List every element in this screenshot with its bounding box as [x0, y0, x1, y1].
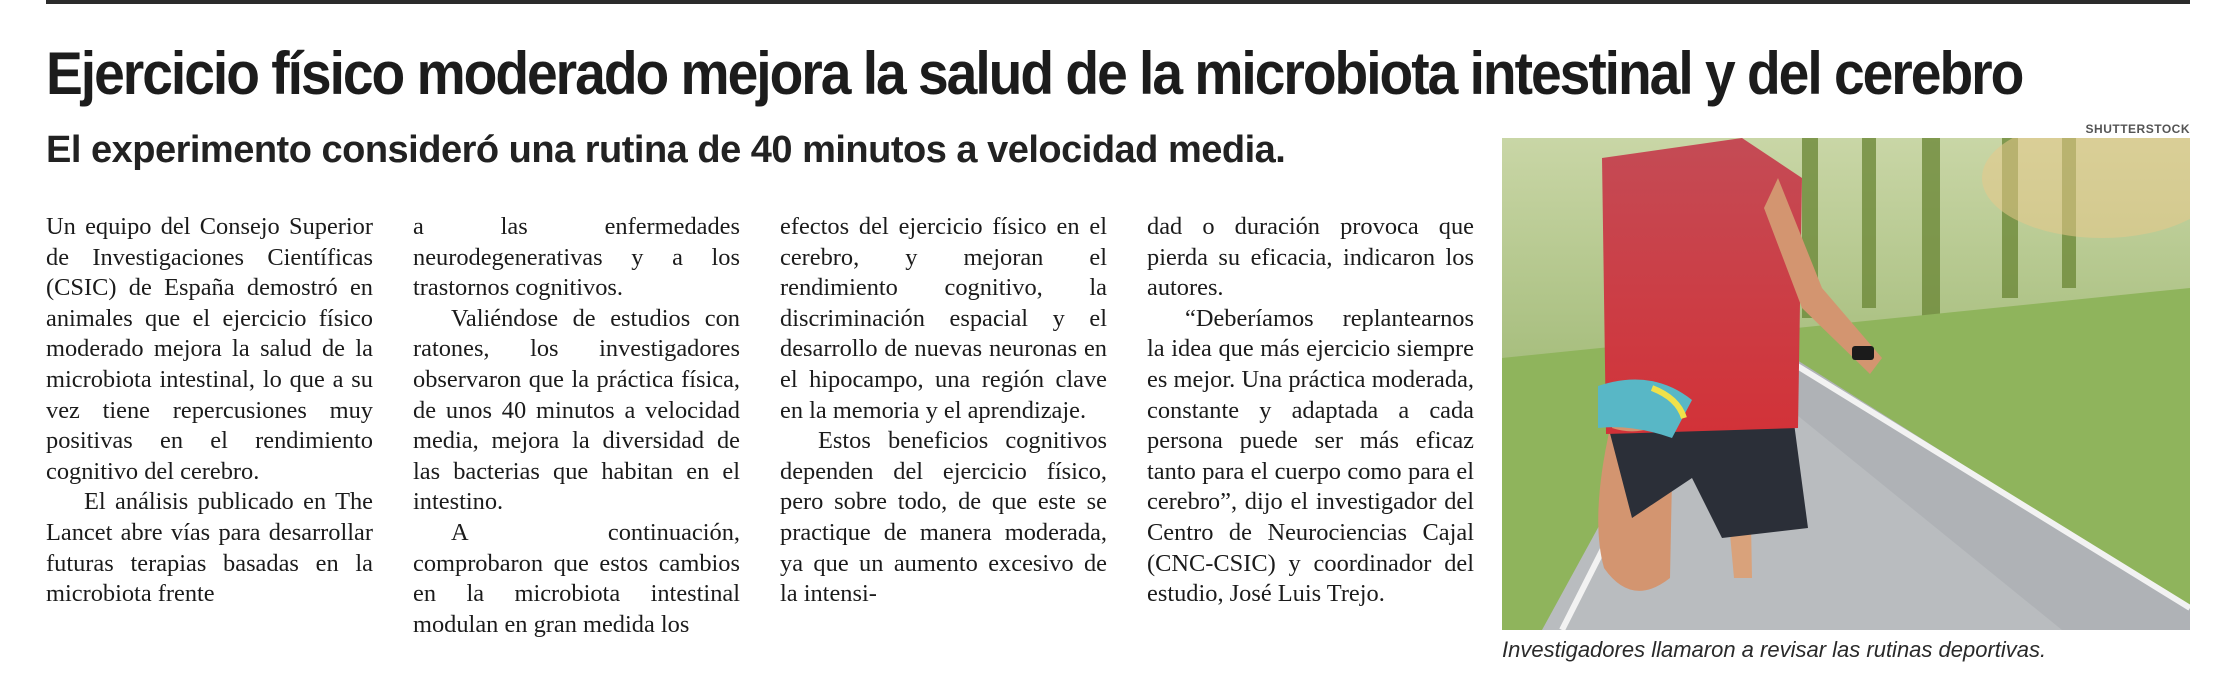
subheadline: El experimento consideró una rutina de 40 minutos a velocidad media.	[46, 129, 1286, 171]
headline: Ejercicio físico moderado mejora la salud de la microbiota intestinal y del cerebro	[46, 40, 2023, 107]
paragraph: “Deberíamos replantearnos la idea que más ejercicio siempre es mejor. Una práctica moderada, constante y adaptada a cada persona puede ser más eficaz tanto para el cuerpo como para el cerebro”, dijo el investigador del Centro de Neurociencias Cajal (CNC-CSIC) y coordinador del estudio, José Luis Trejo.	[1147, 304, 1474, 608]
paragraph: Estos beneficios cognitivos dependen del ejercicio físico, pero sobre todo, de que este se practique de manera moderada, ya que un aumento excesivo de la intensi-	[780, 427, 1107, 608]
paragraph: dad o duración provoca que pierda su eficacia, indicaron los autores.	[1147, 213, 1474, 302]
paragraph: efectos del ejercicio físico en el cerebro, y mejoran el rendimiento cognitivo, la discriminación espacial y el desarrollo de nuevas neuronas en el hipocampo, una región clave en la memoria y el aprendizaje.	[780, 213, 1107, 424]
column-1	[46, 212, 373, 680]
top-rule	[46, 0, 2190, 4]
photo-credit: SHUTTERSTOCK	[2085, 122, 2190, 136]
paragraph: a las enfermedades neurodegenerativas y a los trastornos cognitivos.	[413, 213, 740, 302]
paragraph: A continuación, comprobaron que estos cambios en la microbiota intestinal modulan en gran medida los	[413, 518, 740, 638]
article-photo	[1502, 138, 2190, 630]
runner-stretching-illustration	[1502, 138, 2190, 630]
column-3	[780, 212, 1107, 680]
column-2	[413, 212, 740, 680]
paragraph: Valiéndose de estudios con ratones, los investigadores observaron que la práctica física, de unos 40 minutos a velocidad media, mejora la diversidad de las bacterias que habitan en el intestino.	[413, 304, 740, 516]
photo-caption: Investigadores llamaron a revisar las rutinas deportivas.	[1502, 637, 2047, 662]
article-body	[46, 212, 1474, 680]
paragraph: Un equipo del Consejo Superior de Investigaciones Científicas (CSIC) de España demostró en animales que el ejercicio físico moderado mejora la salud de la microbiota intestinal, lo que a su vez tiene repercusiones muy positivas en el rendimiento cognitivo del cerebro.	[46, 213, 373, 485]
column-4	[1147, 212, 1474, 680]
paragraph: El análisis publicado en The Lancet abre vías para desarrollar futuras terapias basadas en la microbiota frente	[46, 488, 373, 608]
